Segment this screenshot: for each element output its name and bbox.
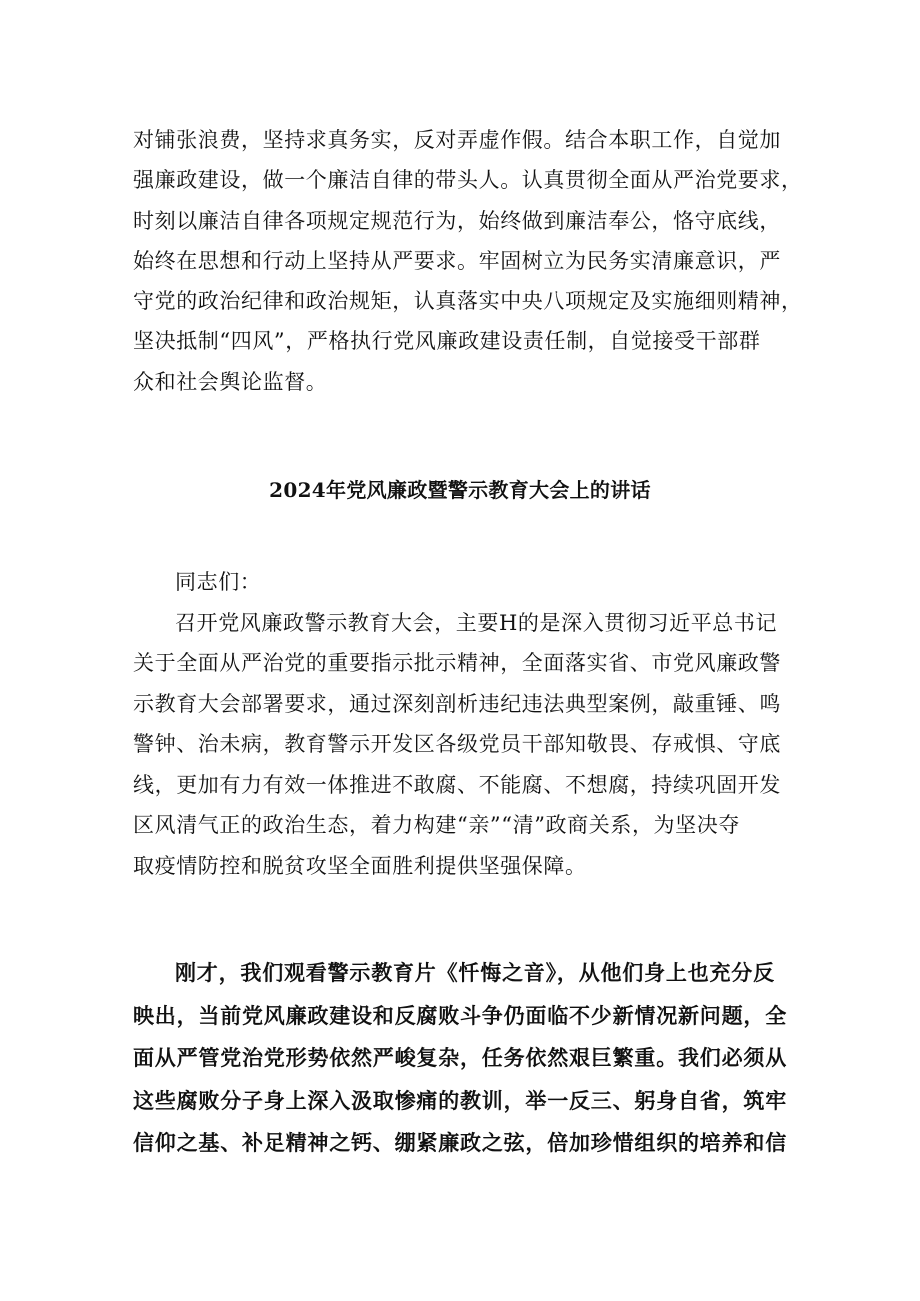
text-line: 示教育大会部署要求，通过深刻剖析违纪违法典型案例，敲重锤、鸣 bbox=[133, 691, 781, 716]
text-line: 对铺张浪费，坚持求真务实，反对弄虚作假。结合本职工作，自觉加 bbox=[133, 128, 781, 152]
text-line: 警钟、治未病，教育警示开发区各级党员干部知敬畏、存戒惧、守底 bbox=[133, 732, 781, 756]
text-line: 守党的政治纪律和政治规矩，认真落实中央八项规定及实施细则精神， bbox=[133, 289, 803, 314]
text-line: 刚才，我们观看警示教育片《忏悔之音》，从他们身上也充分反 bbox=[175, 960, 775, 985]
speech-title: 2024年党风廉政暨警示教育大会上的讲话 bbox=[269, 478, 651, 502]
text-line: 关于全面从严治党的重要指示批示精神，全面落实省、市党风廉政警 bbox=[133, 651, 781, 675]
text-line: 映出，当前党风廉政建设和反腐败斗争仍面临不少新情况新问题，全 bbox=[133, 1002, 787, 1028]
text-line: 众和社会舆论监督。 bbox=[133, 369, 328, 394]
text-line: 取疫情防控和脱贫攻坚全面胜利提供坚强保障。 bbox=[133, 853, 587, 878]
text-line: 信仰之基、补足精神之钙、绷紧廉政之弦，倍加珍惜组织的培养和信 bbox=[133, 1130, 787, 1155]
salutation: 同志们： bbox=[175, 570, 262, 594]
text-line: 召开党风廉政警示教育大会，主要H的是深入贯彻习近平总书记 bbox=[175, 610, 778, 635]
text-line: 线，更加有力有效一体推进不敢腐、不能腐、不想腐，持续巩固开发 bbox=[133, 772, 781, 797]
text-line: 时刻以廉洁自律各项规定规范行为，始终做到廉洁奉公，恪守底线， bbox=[133, 208, 781, 233]
text-line: 始终在思想和行动上坚持从严要求。牢固树立为民务实清廉意识，严 bbox=[133, 248, 781, 273]
text-line: 区风清气正的政治生态，着力构建“亲”“清”政商关系，为坚决夺 bbox=[133, 813, 740, 837]
continuation-paragraph bbox=[133, 120, 803, 402]
text-line: 强廉政建设，做一个廉洁自律的带头人。认真贯彻全面从严治党要求， bbox=[133, 168, 803, 193]
opening-section bbox=[133, 562, 793, 886]
text-line: 面从严管党治党形势依然严峻复杂，任务依然艰巨繁重。我们必须从 bbox=[133, 1045, 787, 1070]
text-line: 坚决抵制“四风”，严格执行党风廉政建设责任制，自觉接受干部群 bbox=[133, 329, 761, 354]
text-line: 这些腐败分子身上深入汲取惨痛的教训，举一反三、躬身自省，筑牢 bbox=[133, 1087, 787, 1113]
bold-paragraph bbox=[133, 952, 793, 1165]
